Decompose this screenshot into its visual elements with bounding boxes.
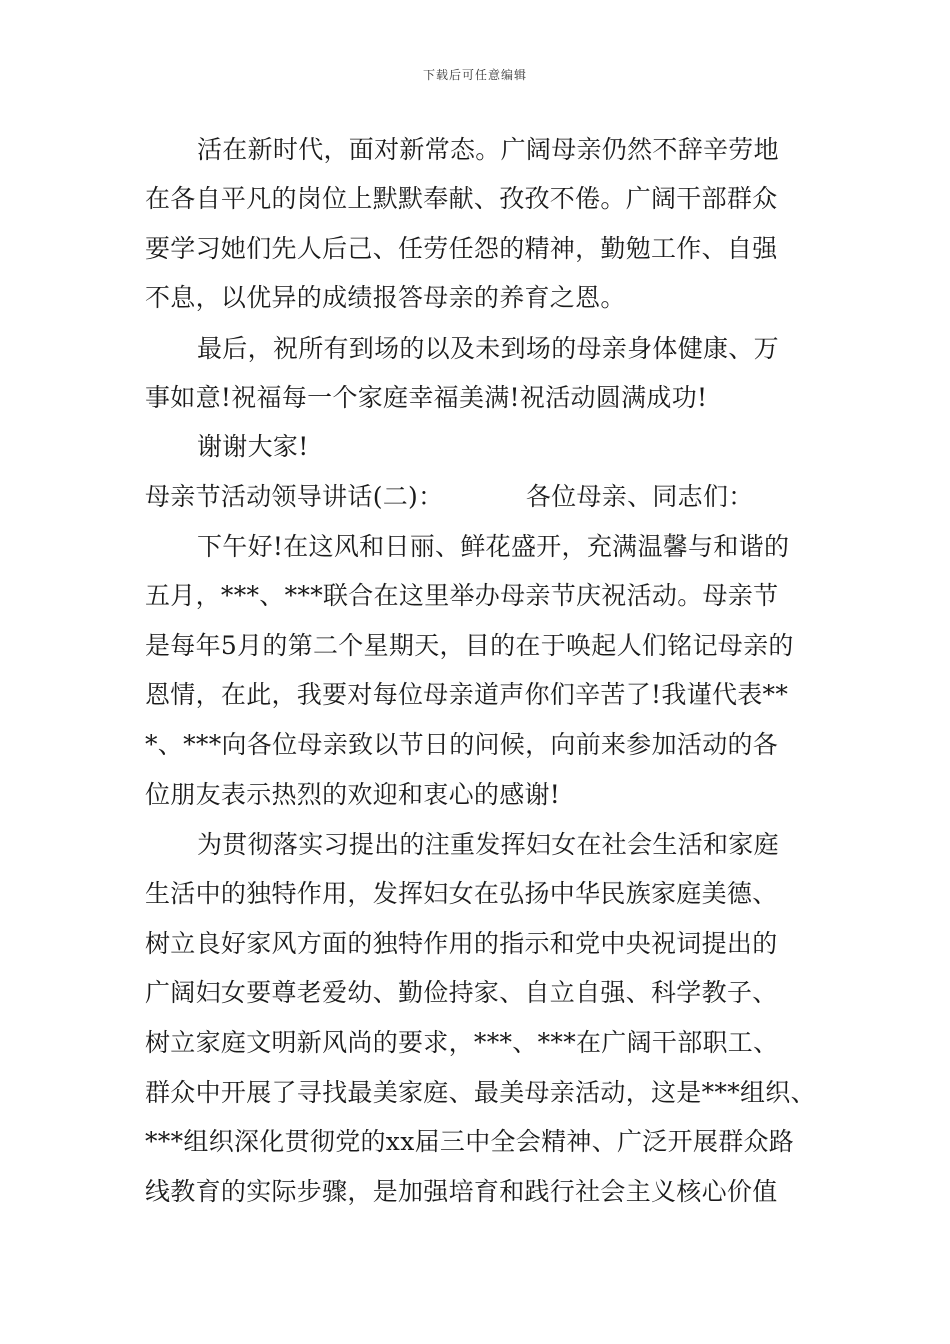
header-note: 下载后可任意编辑 bbox=[422, 68, 527, 82]
paragraph-line: 五月，***、***联合在这里举办母亲节庆祝活动。母亲节 bbox=[145, 581, 779, 610]
paragraph-line: 谢谢大家! bbox=[197, 432, 309, 461]
paragraph-line: 要学习她们先人后己、任劳任怨的精神，勤勉工作、自强 bbox=[145, 234, 778, 263]
paragraph-line: 恩情，在此，我要对每位母亲道声你们辛苦了!我谨代表** bbox=[145, 680, 789, 709]
paragraph-line: ***组织深化贯彻党的xx届三中全会精神、广泛开展群众路 bbox=[145, 1127, 795, 1156]
paragraph-line: 活在新时代，面对新常态。广阔母亲仍然不辞辛劳地 bbox=[197, 135, 779, 164]
paragraph-line: 线教育的实际步骤，是加强培育和践行社会主义核心价值 bbox=[145, 1177, 778, 1206]
paragraph-line: 不息，以优异的成绩报答母亲的养育之恩。 bbox=[145, 283, 626, 312]
paragraph-line: *、***向各位母亲致以节日的问候，向前来参加活动的各 bbox=[145, 730, 779, 759]
paragraph-line: 最后，祝所有到场的以及未到场的母亲身体健康、万 bbox=[197, 334, 779, 363]
paragraph-line: 下午好!在这风和日丽、鲜花盛开，充满温馨与和谐的 bbox=[197, 532, 790, 561]
paragraph-line: 群众中开展了寻找最美家庭、最美母亲活动，这是***组织、 bbox=[145, 1078, 816, 1107]
paragraph-line: 在各自平凡的岗位上默默奉献、孜孜不倦。广阔干部群众 bbox=[145, 184, 778, 213]
paragraph-line: 事如意!祝福每一个家庭幸福美满!祝活动圆满成功! bbox=[145, 383, 708, 412]
paragraph-line: 广阔妇女要尊老爱幼、勤俭持家、自立自强、科学教子、 bbox=[145, 978, 778, 1007]
paragraph-line: 为贯彻落实习提出的注重发挥妇女在社会生活和家庭 bbox=[197, 830, 779, 859]
paragraph-line: 位朋友表示热烈的欢迎和衷心的感谢! bbox=[145, 780, 561, 809]
paragraph-line: 树立良好家风方面的独特作用的指示和党中央祝词提出的 bbox=[145, 929, 778, 958]
paragraph-line: 树立家庭文明新风尚的要求，***、***在广阔干部职工、 bbox=[145, 1028, 779, 1057]
section-heading: 母亲节活动领导讲话(二)： 各位母亲、同志们： bbox=[145, 482, 754, 511]
paragraph-line: 生活中的独特作用，发挥妇女在弘扬中华民族家庭美德、 bbox=[145, 879, 778, 908]
paragraph-line: 是每年5月的第二个星期天，目的在于唤起人们铭记母亲的 bbox=[145, 631, 794, 660]
